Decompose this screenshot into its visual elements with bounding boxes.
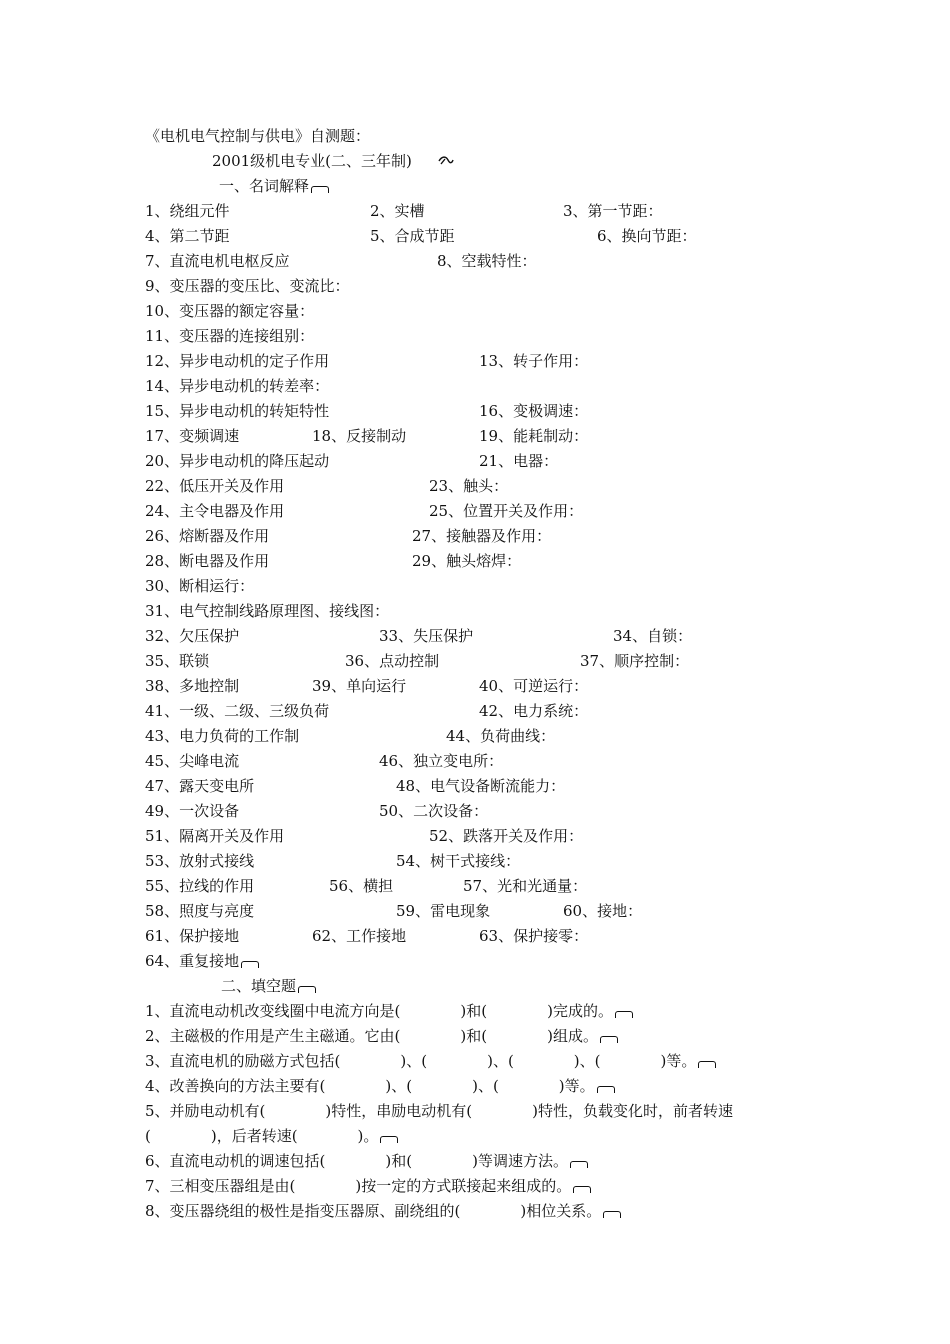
list-item	[0, 274, 950, 299]
list-item	[0, 774, 950, 799]
list-item	[0, 349, 950, 374]
list-item	[0, 499, 950, 524]
paragraph-mark-icon	[603, 1211, 621, 1218]
term-item: 57、光和光通量：	[463, 877, 588, 895]
term-item: 43、电力负荷的工作制	[145, 727, 300, 745]
term-item: 38、多地控制	[145, 677, 240, 695]
list-item	[0, 249, 950, 274]
term-item: 14、异步电动机的转差率：	[145, 377, 330, 395]
term-item: 20、异步电动机的降压起动	[145, 452, 330, 470]
list-item	[0, 1199, 950, 1224]
list-item	[0, 1099, 950, 1124]
term-item: 31、电气控制线路原理图、接线图：	[145, 602, 390, 620]
fill-blank-question: 2、主磁极的作用是产生主磁通。它由( )和( )组成。	[145, 1027, 598, 1045]
term-item: 17、变频调速	[145, 427, 240, 445]
list-item	[0, 299, 950, 324]
list-item	[0, 474, 950, 499]
term-item: 18、反接制动	[312, 427, 407, 445]
list-item	[0, 674, 950, 699]
list-item	[0, 199, 950, 224]
section2-heading-line	[0, 974, 950, 999]
list-item	[0, 399, 950, 424]
term-item: 3、第一节距：	[563, 202, 663, 220]
list-item	[0, 924, 950, 949]
document-subtitle-line	[0, 149, 950, 174]
term-item: 58、照度与亮度	[145, 902, 255, 920]
list-item	[0, 449, 950, 474]
fill-blank-question: 8、变压器绕组的极性是指变压器原、副绕组的( )相位关系。	[145, 1202, 602, 1220]
paragraph-mark-icon	[615, 1011, 633, 1018]
list-item	[0, 549, 950, 574]
list-item	[0, 224, 950, 249]
term-item: 7、直流电机电枢反应	[145, 252, 290, 270]
section1-heading-line	[0, 174, 950, 199]
paragraph-mark-icon	[241, 961, 259, 968]
term-item: 10、变压器的额定容量：	[145, 302, 315, 320]
term-item: 2、实槽	[370, 202, 425, 220]
term-item: 15、异步电动机的转矩特性	[145, 402, 330, 420]
term-item: 45、尖峰电流	[145, 752, 240, 770]
list-item	[0, 324, 950, 349]
term-item: 42、电力系统：	[479, 702, 589, 720]
list-item	[0, 649, 950, 674]
term-item: 48、电气设备断流能力：	[396, 777, 566, 795]
term-item: 50、二次设备：	[379, 802, 489, 820]
paragraph-mark-icon	[298, 986, 316, 993]
term-item: 9、变压器的变压比、变流比：	[145, 277, 350, 295]
term-item: 34、自锁：	[613, 627, 693, 645]
list-item	[0, 624, 950, 649]
list-item	[0, 999, 950, 1024]
term-item: 60、接地：	[563, 902, 643, 920]
term-item: 52、跌落开关及作用：	[429, 827, 584, 845]
list-item	[0, 849, 950, 874]
term-item: 5、合成节距	[370, 227, 455, 245]
section1-heading: 一、名词解释	[219, 177, 310, 195]
term-item: 24、主令电器及作用	[145, 502, 285, 520]
list-item	[0, 1074, 950, 1099]
annotation-symbol-icon	[438, 155, 454, 167]
paragraph-mark-icon	[698, 1061, 716, 1068]
list-item	[0, 424, 950, 449]
term-item: 61、保护接地	[145, 927, 240, 945]
term-item: 30、断相运行：	[145, 577, 255, 595]
term-item: 47、露天变电所	[145, 777, 255, 795]
list-item	[0, 874, 950, 899]
list-item	[0, 799, 950, 824]
list-item	[0, 524, 950, 549]
list-item	[0, 1024, 950, 1049]
paragraph-mark-icon	[380, 1136, 398, 1143]
term-item: 64、重复接地	[145, 952, 240, 970]
fill-blank-question: 5、并励电动机有( )特性，串励电动机有( )特性，负载变化时，前者转速	[145, 1102, 733, 1120]
term-item: 36、点动控制	[345, 652, 440, 670]
list-item	[0, 749, 950, 774]
term-item: 63、保护接零：	[479, 927, 589, 945]
term-item: 21、电器：	[479, 452, 559, 470]
term-item: 13、转子作用：	[479, 352, 589, 370]
term-item: 12、异步电动机的定子作用	[145, 352, 330, 370]
list-item	[0, 699, 950, 724]
term-item: 27、接触器及作用：	[412, 527, 552, 545]
paragraph-mark-icon	[600, 1036, 618, 1043]
list-item	[0, 1149, 950, 1174]
term-item: 32、欠压保护	[145, 627, 240, 645]
paragraph-mark-icon	[573, 1186, 591, 1193]
term-item: 37、顺序控制：	[580, 652, 690, 670]
term-item: 53、放射式接线	[145, 852, 255, 870]
list-item	[0, 724, 950, 749]
fill-blank-question: 3、直流电机的励磁方式包括( )、( )、( )、( )等。	[145, 1052, 697, 1070]
term-item: 25、位置开关及作用：	[429, 502, 584, 520]
paragraph-mark-icon	[311, 186, 329, 193]
paragraph-mark-icon	[570, 1161, 588, 1168]
term-item: 49、一次设备	[145, 802, 240, 820]
section2-heading: 二、填空题	[221, 977, 297, 995]
term-item: 55、拉线的作用	[145, 877, 255, 895]
term-item: 41、一级、二级、三级负荷	[145, 702, 330, 720]
list-item	[0, 824, 950, 849]
term-item: 46、独立变电所：	[379, 752, 504, 770]
term-item: 56、横担	[329, 877, 394, 895]
term-item: 16、变极调速：	[479, 402, 589, 420]
term-item: 8、空载特性：	[437, 252, 537, 270]
fill-blank-question: 6、直流电动机的调速包括( )和( )等调速方法。	[145, 1152, 568, 1170]
document-title-line	[0, 124, 950, 149]
fill-blank-question: 1、直流电动机改变线圈中电流方向是( )和( )完成的。	[145, 1002, 613, 1020]
term-item: 6、换向节距：	[597, 227, 697, 245]
list-item	[0, 1174, 950, 1199]
term-item: 51、隔离开关及作用	[145, 827, 285, 845]
term-item: 33、失压保护	[379, 627, 474, 645]
paragraph-mark-icon	[597, 1086, 615, 1093]
term-item: 4、第二节距	[145, 227, 230, 245]
term-item: 59、雷电现象	[396, 902, 491, 920]
term-item: 28、断电器及作用	[145, 552, 270, 570]
term-item: 19、能耗制动：	[479, 427, 589, 445]
term-item: 26、熔断器及作用	[145, 527, 270, 545]
term-item: 44、负荷曲线：	[446, 727, 556, 745]
document-title: 《电机电气控制与供电》自测题：	[145, 127, 371, 145]
list-item	[0, 1124, 950, 1149]
term-item: 23、触头：	[429, 477, 509, 495]
term-item: 11、变压器的连接组别：	[145, 327, 315, 345]
fill-blank-question-continued: ( )，后者转速( )。	[145, 1127, 379, 1145]
term-item: 40、可逆运行：	[479, 677, 589, 695]
term-item: 29、触头熔焊：	[412, 552, 522, 570]
list-item	[0, 1049, 950, 1074]
document-subtitle: 2001级机电专业(二、三年制)	[212, 152, 412, 170]
term-item: 62、工作接地	[312, 927, 407, 945]
list-item	[0, 599, 950, 624]
term-item: 39、单向运行	[312, 677, 407, 695]
list-item	[0, 374, 950, 399]
list-item	[0, 949, 950, 974]
term-item: 22、低压开关及作用	[145, 477, 285, 495]
list-item	[0, 899, 950, 924]
list-item	[0, 574, 950, 599]
fill-blank-question: 4、改善换向的方法主要有( )、( )、( )等。	[145, 1077, 595, 1095]
term-item: 35、联锁	[145, 652, 210, 670]
fill-blank-question: 7、三相变压器组是由( )按一定的方式联接起来组成的。	[145, 1177, 572, 1195]
term-item: 1、绕组元件	[145, 202, 230, 220]
term-item: 54、树干式接线：	[396, 852, 521, 870]
